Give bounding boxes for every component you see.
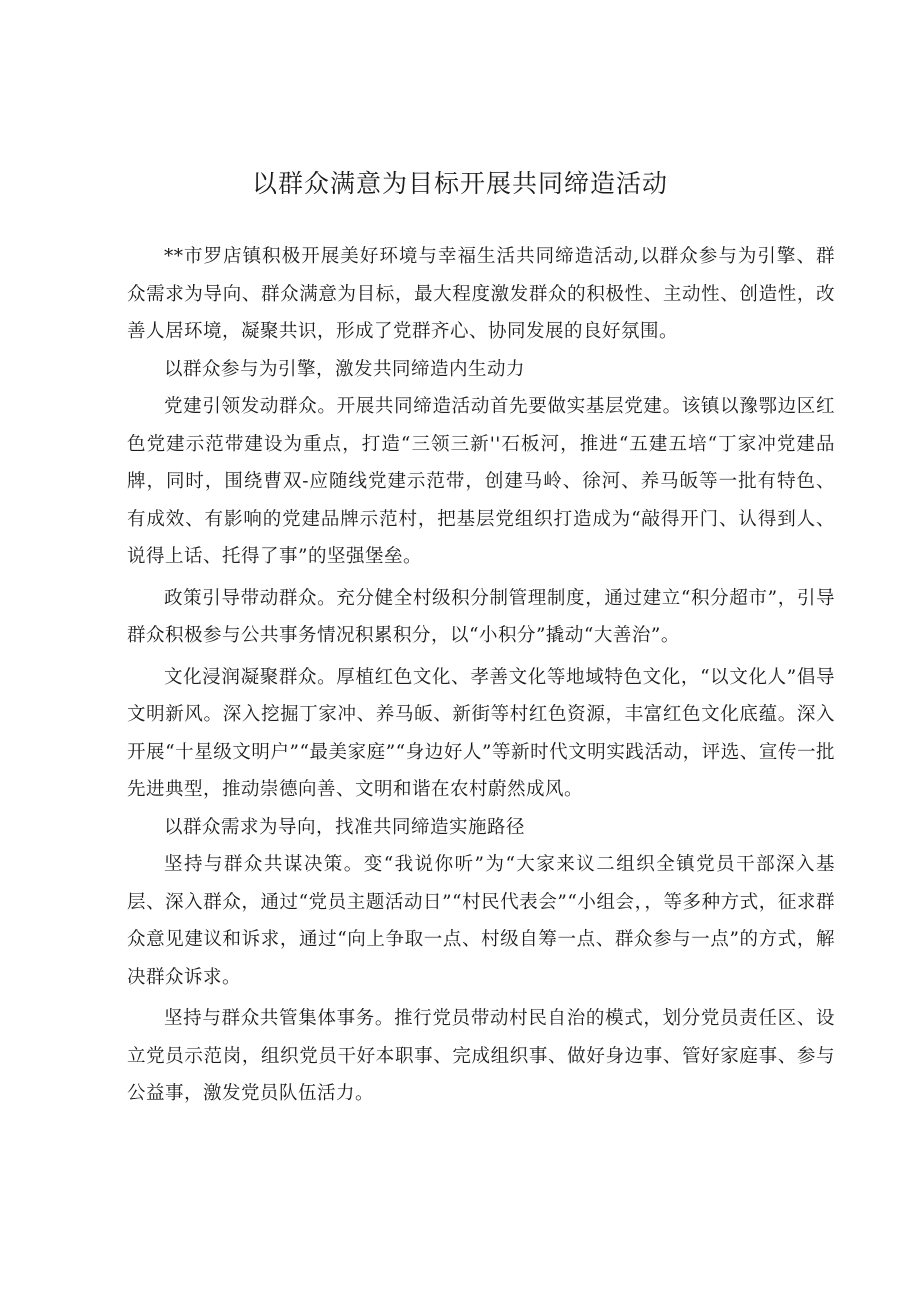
section-2-heading: 以群众需求为导向，找准共同缔造实施路径	[164, 816, 526, 838]
intro-paragraph: **市罗店镇积极开展美好环境与幸福生活共同缔造活动,以群众参与为引擎、群众需求为导向、群众满意为目标，最大程度激发群众的积极性、主动性、创造性，改善人居环境，凝聚共识，形成了党群齐心、协同发展的良好氛围。	[127, 246, 835, 342]
document-title: 以群众满意为目标开展共同缔造活动	[251, 169, 668, 198]
document-body	[127, 238, 835, 1113]
section-2-paragraph-1: 坚持与群众共谋决策。变“我说你听”为“大家来议二组织全镇党员干部深入基层、深入群众，通过“党员主题活动日”“村民代表会”“小组会，，等多种方式，征求群众意见建议和诉求，通过“向上争取一点、村级自筹一点、群众参与一点”的方式，解决群众诉求。	[127, 854, 835, 988]
section-2-paragraph-2: 坚持与群众共管集体事务。推行党员带动村民自治的模式，划分党员责任区、设立党员示范岗，组织党员干好本职事、完成组织事、做好身边事、管好家庭事、参与公益事，激发党员队伍活力。	[127, 1008, 835, 1104]
section-1-paragraph-1: 党建引领发动群众。开展共同缔造活动首先要做实基层党建。该镇以豫鄂边区红色党建示范带建设为重点，打造“三领三新''石板河，推进“五建五培“丁家冲党建品牌，同时，围绕曹双-应随线党建示范带，创建马岭、徐河、养马皈等一批有特色、有成效、有影响的党建品牌示范村，把基层党组织打造成为“敲得开门、认得到人、说得上话、托得了事”的坚强堡垒。	[127, 396, 835, 567]
section-1-paragraph-2: 政策引导带动群众。充分健全村级积分制管理制度，通过建立“积分超市”，引导群众积极参与公共事务情况积累积分，以“小积分”撬动“大善治”。	[127, 587, 835, 646]
section-1-heading: 以群众参与为引擎，激发共同缔造内生动力	[164, 358, 526, 380]
section-1-paragraph-3: 文化浸润凝聚群众。厚植红色文化、孝善文化等地域特色文化，“以文化人”倡导文明新风。深入挖掘丁家冲、养马皈、新街等村红色资源，丰富红色文化底蕴。深入开展“十星级文明户”“最美家庭”“身边好人”等新时代文明实践活动，评选、宣传一批先进典型，推动崇德向善、文明和谐在农村蔚然成风。	[127, 666, 835, 800]
